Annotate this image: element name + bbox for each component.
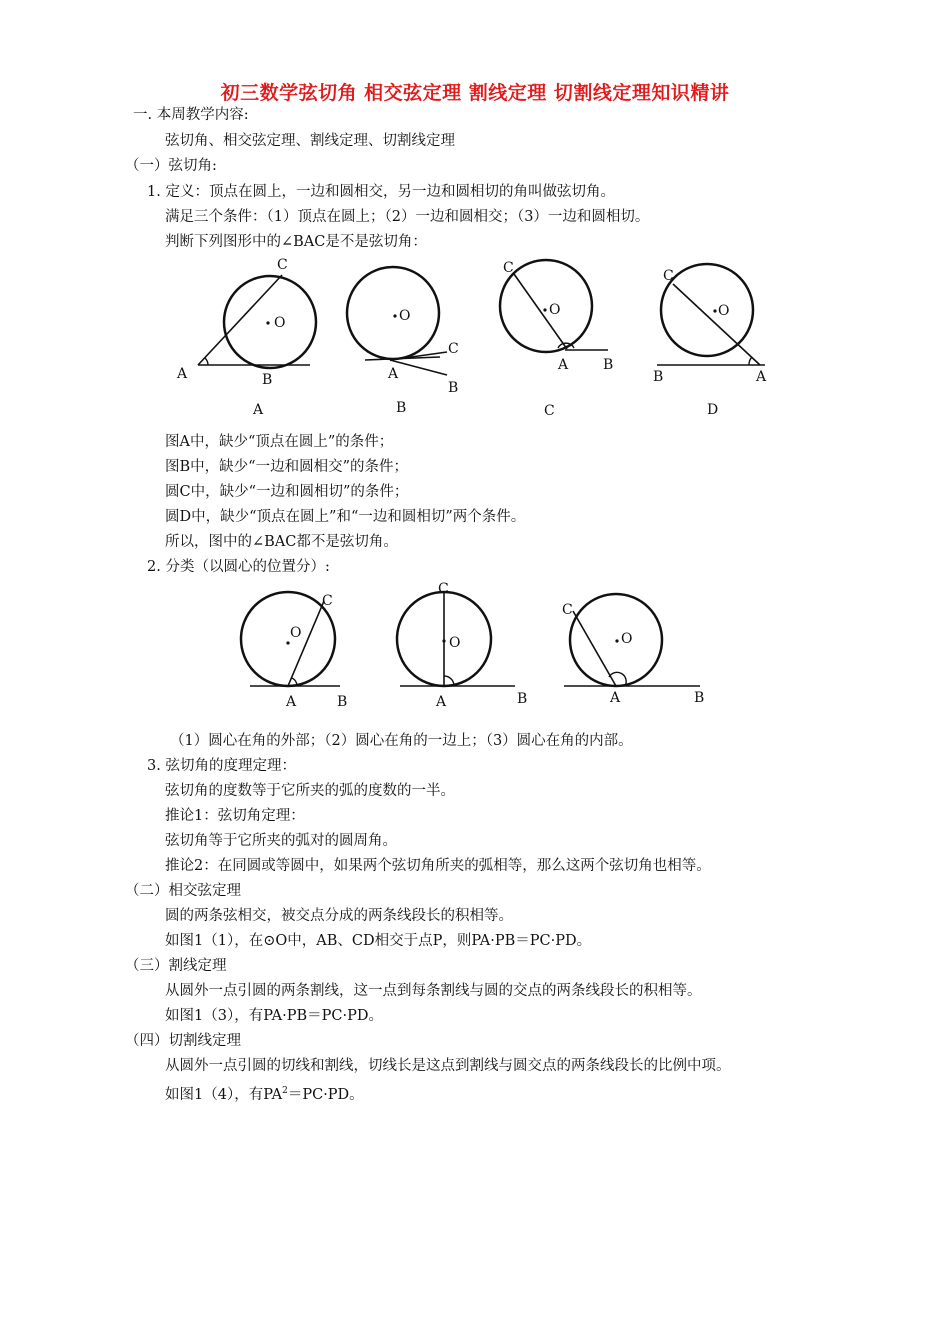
definition: 1. 定义：顶点在圆上，一边和圆相交，另一边和圆相切的角叫做弦切角。 (147, 184, 615, 200)
label-c: C (562, 602, 573, 618)
theorem: 弦切角的度数等于它所夹的弧的度数的一半。 (165, 783, 455, 799)
caption-d: D (707, 402, 719, 418)
note: 所以，图中的∠BAC都不是弦切角。 (165, 534, 398, 550)
part3-example: 如图1（3），有PA·PB＝PC·PD。 (165, 1008, 383, 1024)
label-a: A (286, 694, 297, 710)
section-heading: 一. 本周教学内容: (133, 107, 249, 123)
note: 圆D中，缺少“顶点在圆上”和“一边和圆相切”两个条件。 (165, 509, 526, 525)
corollary-1: 弦切角等于它所夹的弧对的圆周角。 (165, 833, 397, 849)
page-title: 初三数学弦切角 相交弦定理 割线定理 切割线定理知识精讲 (220, 82, 730, 104)
label-b: B (517, 691, 528, 707)
part4-heading: （四）切割线定理 (125, 1033, 241, 1049)
note: 图B中，缺少“一边和圆相交”的条件； (165, 459, 408, 475)
caption-a: A (253, 402, 264, 418)
corollary-1-heading: 推论1：弦切角定理： (165, 808, 305, 824)
label-c: C (277, 257, 288, 273)
label-b: B (653, 369, 664, 385)
part2-example: 如图1（1），在⊙O中，AB、CD相交于点P，则PA·PB＝PC·PD。 (165, 933, 592, 949)
classify-figure-3 (560, 585, 720, 715)
part2-heading: （二）相交弦定理 (125, 883, 241, 899)
part3-text: 从圆外一点引圆的两条割线，这一点到每条割线与圆的交点的两条线段长的积相等。 (165, 983, 702, 999)
label-c: C (322, 593, 333, 609)
label-o: O (449, 635, 461, 651)
part4-example-pre: 如图1（4），有PA (165, 1086, 283, 1103)
label-c: C (663, 268, 674, 284)
label-b: B (262, 372, 273, 388)
part4-example-post: ＝PC·PD。 (287, 1086, 364, 1103)
figure-b (340, 250, 480, 420)
caption-b: B (396, 400, 407, 416)
judge-prompt: 判断下列图形中的∠BAC是不是弦切角： (165, 234, 427, 250)
part4-example (165, 1082, 364, 1104)
label-o: O (399, 308, 411, 324)
classify-caption: （1）圆心在角的外部；（2）圆心在角的一边上；（3）圆心在角的内部。 (170, 733, 633, 749)
label-c: C (438, 581, 449, 597)
label-b: B (603, 357, 614, 373)
part4-text: 从圆外一点引圆的切线和割线，切线长是这点到割线与圆交点的两条线段长的比例中项。 (165, 1058, 731, 1074)
label-a: A (558, 357, 569, 373)
figure-d (645, 250, 785, 420)
part3-heading: （三）割线定理 (125, 958, 227, 974)
part2-text: 圆的两条弦相交，被交点分成的两条线段长的积相等。 (165, 908, 513, 924)
note: 圆C中，缺少“一边和圆相切”的条件； (165, 484, 409, 500)
label-a: A (610, 690, 621, 706)
conditions: 满足三个条件：（1）顶点在圆上；（2）一边和圆相交；（3）一边和圆相切。 (165, 209, 650, 225)
classify-figure-1 (240, 585, 370, 715)
part1-heading: （一）弦切角: (125, 158, 217, 174)
label-a: A (756, 369, 767, 385)
note: 图A中，缺少“顶点在圆上”的条件； (165, 434, 394, 450)
label-a: A (436, 694, 447, 710)
label-o: O (290, 625, 302, 641)
classify-heading: 2. 分类（以圆心的位置分）: (147, 559, 330, 575)
classify-figure-2 (390, 578, 540, 718)
label-o: O (274, 315, 286, 331)
label-a: A (177, 366, 188, 382)
label-o: O (621, 631, 633, 647)
label-b: B (694, 690, 705, 706)
label-o: O (549, 302, 561, 318)
label-c: C (503, 260, 514, 276)
superscript: 2 (282, 1086, 288, 1096)
label-o: O (718, 303, 730, 319)
label-a: A (388, 366, 399, 382)
label-b: B (337, 694, 348, 710)
label-b: B (448, 380, 459, 396)
figure-a (170, 250, 330, 420)
corollary-2: 推论2：在同圆或等圆中，如果两个弦切角所夹的弧相等，那么这两个弦切角也相等。 (165, 858, 711, 874)
label-c: C (448, 341, 459, 357)
section-content: 弦切角、相交弦定理、割线定理、切割线定理 (165, 133, 455, 149)
figure-c (490, 250, 630, 420)
theorem-heading: 3. 弦切角的度理定理： (147, 758, 296, 774)
caption-c: C (544, 403, 555, 419)
